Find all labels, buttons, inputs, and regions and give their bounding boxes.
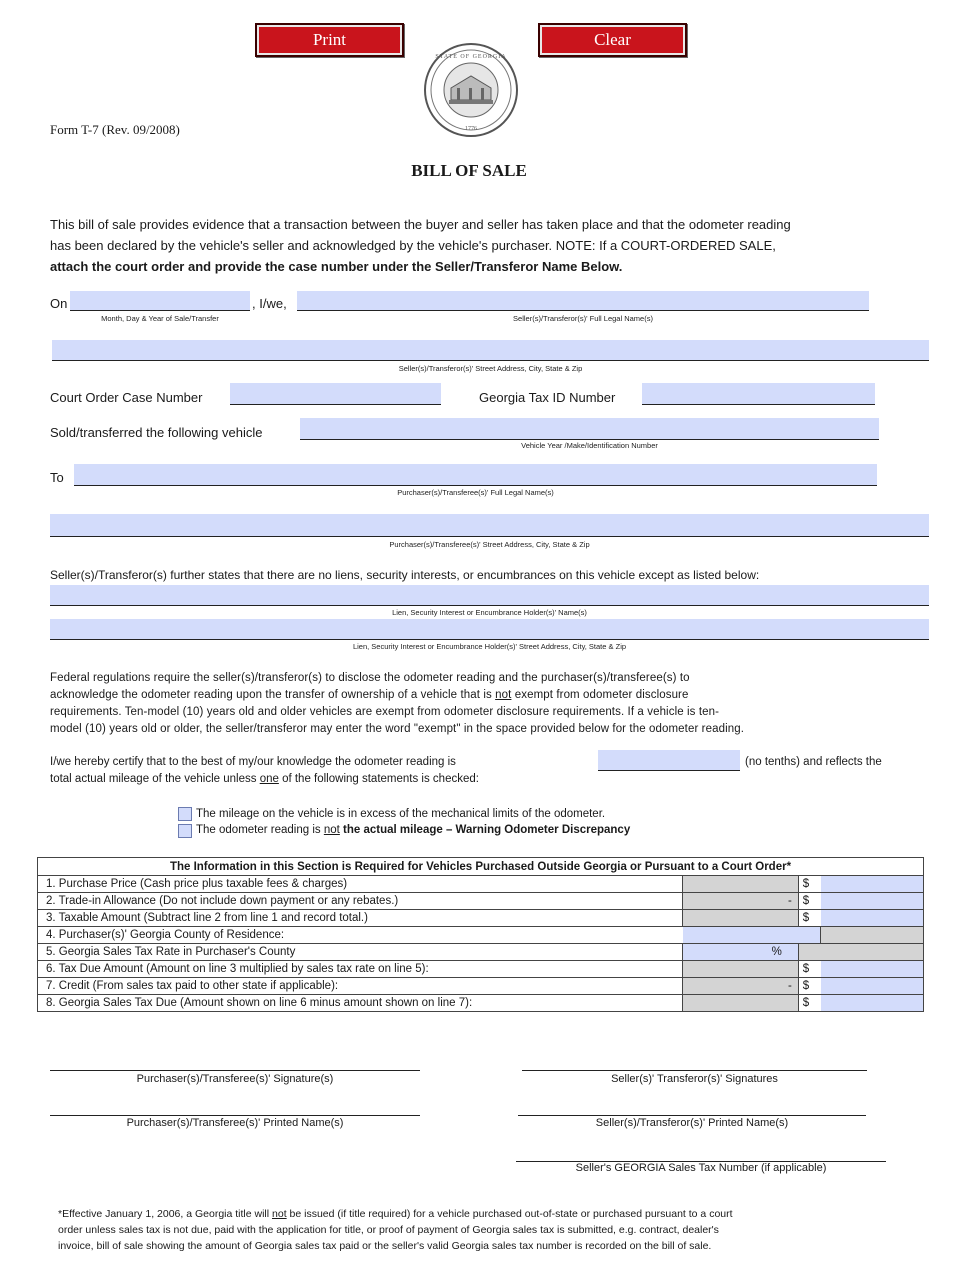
federal-paragraph: Federal regulations require the seller(s)/transferor(s) to disclose the odometer reading and the purchaser(s)/transferee(s) to acknowledge the odometer reading upon the transfer of ownership of a vehicle that is not exempt from odometer disclosure requirements. Ten-model (10) years old and older vehicles are exempt from odometer disclosure requirements. If a vehicle is ten- model (10) years old or older, the seller/transferor may enter the word "exempt" in the space provided below for the odometer reading. [50, 672, 745, 735]
seller-tax-number-label: Seller's GEORGIA Sales Tax Number (if applicable) [575, 1162, 827, 1174]
vehicle-label: Sold/transferred the following vehicle [50, 425, 263, 440]
table-row: 4. Purchaser(s)' Georgia County of Residence: [38, 927, 924, 944]
purchaser-name-field[interactable] [74, 464, 877, 486]
odometer-reading-field[interactable] [598, 750, 740, 771]
seller-address-field[interactable] [52, 340, 929, 361]
purchaser-printed-line[interactable] [50, 1097, 420, 1116]
on-label: On [50, 296, 68, 311]
trade-in-field[interactable] [821, 893, 924, 910]
odometer-discrepancy-label: The odometer reading is not the actual mileage – Warning Odometer Discrepancy [196, 824, 631, 836]
date-caption: Month, Day & Year of Sale/Transfer [101, 314, 219, 323]
iwe-label: , I/we, [252, 296, 287, 311]
taxable-amount-field[interactable] [821, 910, 924, 927]
seller-address-caption: Seller(s)/Transferor(s)' Street Address, City, State & Zip [398, 364, 583, 373]
intro-paragraph: This bill of sale provides evidence that a transaction between the buyer and seller has taken place and that the odometer reading has been declared by the vehicle's seller and acknowledged by the vehicle's purchaser. NOTE: If a COURT-ORDERED SALE, attach the court order and provide the case number under the Seller/Transferor Name Below. [50, 217, 791, 274]
county-field[interactable] [683, 927, 821, 944]
svg-text:1776: 1776 [465, 126, 477, 132]
vehicle-field[interactable] [300, 418, 879, 440]
purchase-price-field[interactable] [821, 876, 924, 893]
tax-rate-field[interactable]: % [683, 944, 799, 961]
clear-button[interactable]: Clear [538, 23, 687, 57]
court-order-label: Court Order Case Number [50, 390, 203, 405]
credit-field[interactable] [821, 978, 924, 995]
purchaser-signature-line[interactable] [50, 1052, 420, 1071]
certify-text-a: I/we hereby certify that to the best of my/our knowledge the odometer reading is [50, 756, 456, 768]
vehicle-caption: Vehicle Year /Make/Identification Number [521, 441, 658, 450]
odometer-discrepancy-checkbox[interactable] [178, 824, 192, 838]
certify-text-c: total actual mileage of the vehicle unless one of the following statements is checked: [50, 773, 479, 785]
to-label: To [50, 470, 64, 485]
seller-signature-line[interactable] [522, 1052, 867, 1071]
ga-tax-id-label: Georgia Tax ID Number [479, 390, 616, 405]
tax-table [37, 857, 924, 1012]
form-id: Form T-7 (Rev. 09/2008) [50, 122, 180, 137]
georgia-seal-icon [421, 42, 521, 138]
table-row: 7. Credit (From sales tax paid to other state if applicable): - $ [38, 978, 924, 995]
lien-address-caption: Lien, Security Interest or Encumbrance Holder(s)' Street Address, City, State & Zip [352, 642, 627, 651]
tax-due-field[interactable] [821, 961, 924, 978]
mileage-excess-checkbox[interactable] [178, 807, 192, 821]
mileage-excess-label: The mileage on the vehicle is in excess of the mechanical limits of the odometer. [196, 808, 606, 820]
print-button[interactable]: Print [255, 23, 404, 57]
seller-tax-number-line[interactable] [516, 1143, 886, 1162]
svg-text:STATE OF GEORGIA: STATE OF GEORGIA [435, 54, 507, 60]
court-order-field[interactable] [230, 383, 441, 405]
ga-sales-tax-due-field[interactable] [821, 995, 924, 1012]
ga-tax-id-field[interactable] [642, 383, 875, 405]
purchaser-printed-label: Purchaser(s)/Transferee(s)' Printed Name(s) [126, 1117, 344, 1129]
seller-printed-label: Seller(s)/Transferor(s)' Printed Name(s) [595, 1117, 789, 1129]
table-row: 8. Georgia Sales Tax Due (Amount shown on line 6 minus amount shown on line 7): $ [38, 995, 924, 1012]
table-row: 2. Trade-in Allowance (Do not include down payment or any rebates.) - $ [38, 893, 924, 910]
table-row: 3. Taxable Amount (Subtract line 2 from line 1 and record total.) $ [38, 910, 924, 927]
footnote: *Effective January 1, 2006, a Georgia title will not be issued (if title required) for a vehicle purchased out-of-state or purchased pursuant to a court order unless sales tax is not due, paid with the application for title, or proof of payment of Georgia sales tax is submitted, e.g. contract, dealer's invoice, bill of sale showing the amount of Georgia sales tax paid or the seller's valid Georgia sales tax number is recorded on the bill of sale. [58, 1208, 733, 1252]
page-title: BILL OF SALE [411, 161, 527, 180]
liens-statement: Seller(s)/Transferor(s) further states that there are no liens, security interests, or encumbrances on this vehicle except as listed below: [50, 568, 760, 582]
purchaser-address-caption: Purchaser(s)/Transferee(s)' Street Address, City, State & Zip [389, 540, 590, 549]
seller-name-field[interactable] [297, 291, 869, 311]
lien-name-field[interactable] [50, 585, 929, 606]
seller-name-caption: Seller(s)/Transferor(s)' Full Legal Name(s) [513, 314, 653, 323]
table-row: 6. Tax Due Amount (Amount on line 3 multiplied by sales tax rate on line 5): $ [38, 961, 924, 978]
lien-name-caption: Lien, Security Interest or Encumbrance Holder(s)' Name(s) [392, 608, 587, 617]
table-row: 1. Purchase Price (Cash price plus taxable fees & charges) $ [38, 876, 924, 893]
tax-table-header: The Information in this Section is Required for Vehicles Purchased Outside Georgia or Pursuant to a Court Order* [38, 858, 924, 876]
sale-date-field[interactable] [70, 291, 250, 311]
certify-text-b: (no tenths) and reflects the [745, 756, 882, 768]
seller-signature-label: Seller(s)' Transferor(s)' Signatures [611, 1073, 778, 1085]
purchaser-address-field[interactable] [50, 514, 929, 537]
table-row: 5. Georgia Sales Tax Rate in Purchaser's County % [38, 944, 924, 961]
seller-printed-line[interactable] [518, 1097, 866, 1116]
purchaser-name-caption: Purchaser(s)/Transferee(s)' Full Legal Name(s) [397, 488, 554, 497]
lien-address-field[interactable] [50, 619, 929, 640]
purchaser-signature-label: Purchaser(s)/Transferee(s)' Signature(s) [136, 1073, 334, 1085]
